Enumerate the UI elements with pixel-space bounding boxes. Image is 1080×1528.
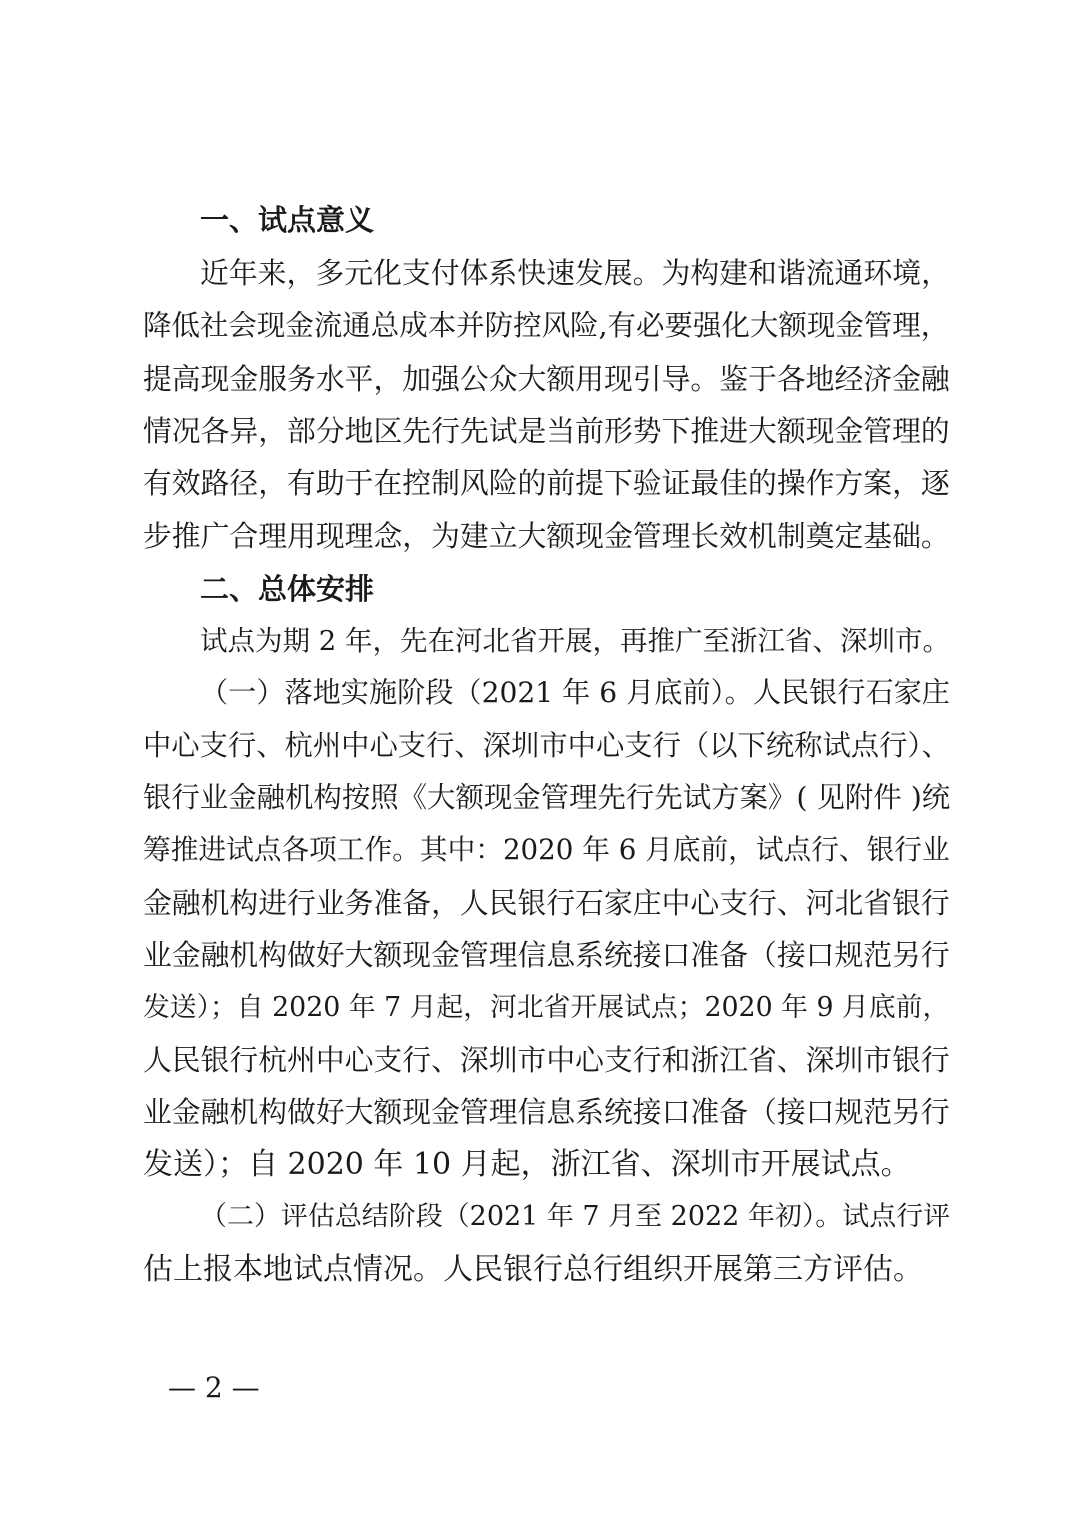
paragraph-line: 业金融机构做好大额现金管理信息系统接口准备（接口规范另行 — [143, 1095, 950, 1129]
paragraph-line: 人民银行杭州中心支行、深圳市中心支行和浙江省、深圳市银行 — [143, 1043, 950, 1077]
paragraph-line: 降低社会现金流通总成本并防控风险,有必要强化大额现金管理， — [143, 309, 950, 342]
paragraph-line: 金融机构进行业务准备，人民银行石家庄中心支行、河北省银行 — [143, 886, 950, 920]
paragraph-line: 试点为期 2 年，先在河北省开展，再推广至浙江省、深圳市。 — [200, 625, 950, 657]
paragraph-line: 提高现金服务水平，加强公众大额用现引导。鉴于各地经济金融 — [143, 362, 950, 396]
page-number: — 2 — — [168, 1371, 260, 1404]
paragraph-line: （一）落地实施阶段（2021 年 6 月底前）。人民银行石家庄 — [200, 676, 950, 709]
paragraph-line: 步推广合理用现理念，为建立大额现金管理长效机制奠定基础。 — [143, 519, 950, 553]
paragraph-line: 发送）；自 2020 年 10 月起，浙江省、深圳市开展试点。 — [143, 1147, 911, 1182]
paragraph-line: 情况各异，部分地区先行先试是当前形势下推进大额现金管理的 — [143, 414, 950, 448]
paragraph-line: 筹推进试点各项工作。其中：2020 年 6 月底前，试点行、银行业 — [143, 833, 950, 866]
section-heading-significance: 一、试点意义 — [200, 203, 375, 237]
paragraph-line: 近年来，多元化支付体系快速发展。为构建和谐流通环境， — [200, 256, 950, 290]
paragraph-line: 估上报本地试点情况。人民银行总行组织开展第三方评估。 — [143, 1252, 923, 1287]
paragraph-line: 发送）；自 2020 年 7 月起，河北省开展试点；2020 年 9 月底前， — [143, 992, 950, 1023]
paragraph-line: 业金融机构做好大额现金管理信息系统接口准备（接口规范另行 — [143, 938, 950, 972]
section-heading-arrangement: 二、总体安排 — [200, 572, 375, 606]
paragraph-line: （二）评估总结阶段（2021 年 7 月至 2022 年初）。试点行评 — [200, 1201, 951, 1232]
paragraph-line: 有效路径，有助于在控制风险的前提下验证最佳的操作方案，逐 — [143, 466, 950, 500]
paragraph-line: 银行业金融机构按照《大额现金管理先行先试方案》( 见附件 )统 — [143, 781, 951, 814]
paragraph-line: 中心支行、杭州中心支行、深圳市中心支行（以下统称试点行）、 — [143, 729, 950, 762]
